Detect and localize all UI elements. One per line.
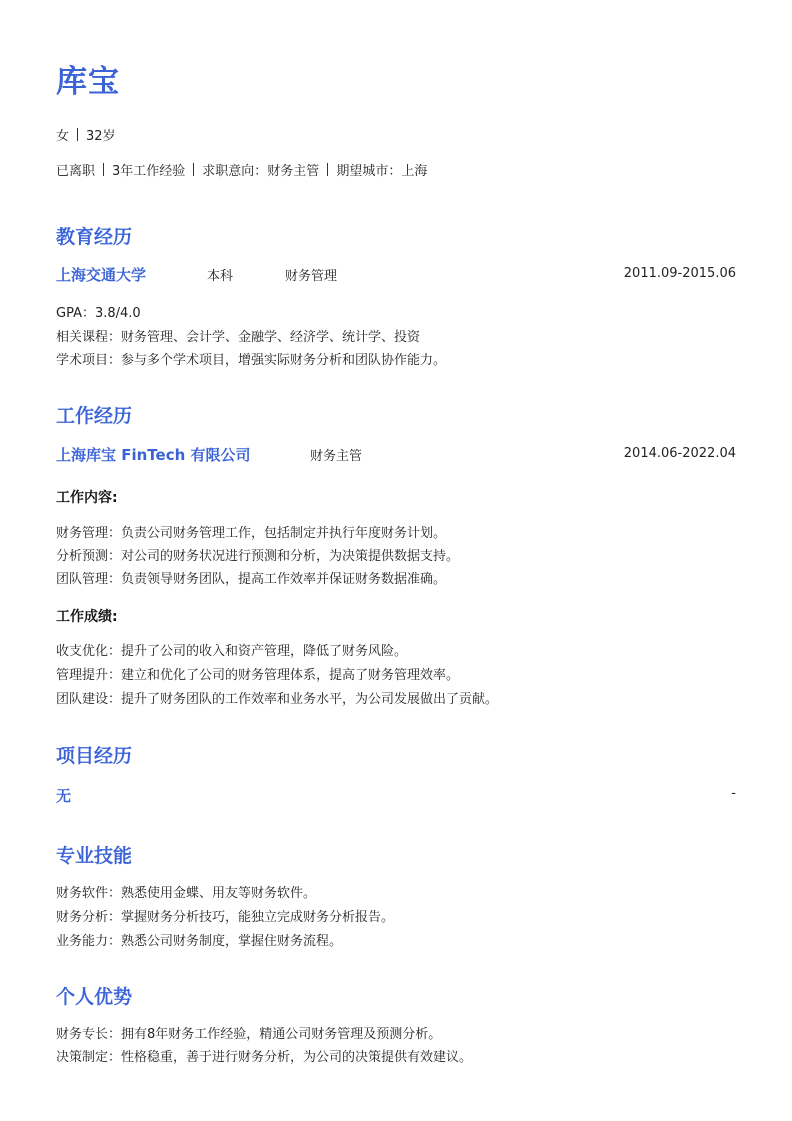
job-status: 已离职 [56, 164, 96, 179]
education-detail-line: 相关课程：财务管理、会计学、金融学、经济学、统计学、投资 [56, 330, 421, 345]
work-results-heading: 工作成绩: [56, 609, 118, 625]
strength-line: 财务专长：拥有8年财务工作经验，精通公司财务管理及预测分析。 [56, 1027, 442, 1042]
separator [193, 163, 194, 176]
work-content-line: 财务管理：负责公司财务管理工作，包括制定并执行年度财务计划。 [56, 526, 447, 541]
experience-years: 3年工作经验 [112, 164, 186, 179]
gender: 女 [56, 129, 70, 144]
work-result-line: 团队建设：提升了财务团队的工作效率和业务水平，为公司发展做出了贡献。 [56, 692, 499, 707]
expected-city: 期望城市：上海 [336, 164, 428, 179]
degree: 本科 [207, 269, 234, 284]
skill-line: 业务能力：熟悉公司财务制度，掌握住财务流程。 [56, 934, 343, 949]
age: 32岁 [86, 129, 116, 144]
work-content-heading: 工作内容: [56, 490, 118, 506]
basic-info-row [56, 125, 116, 144]
work-result-line: 管理提升：建立和优化了公司的财务管理体系，提高了财务管理效率。 [56, 668, 460, 683]
work-section-title: 工作经历 [56, 405, 133, 427]
work-date: 2014.06-2022.04 [623, 446, 736, 461]
job-role: 财务主管 [310, 449, 363, 464]
company-name: 上海库宝 FinTech 有限公司 [56, 446, 251, 464]
major: 财务管理 [285, 269, 338, 284]
skill-line: 财务分析：掌握财务分析技巧，能独立完成财务分析报告。 [56, 910, 395, 925]
education-section-title: 教育经历 [56, 226, 133, 248]
separator [327, 163, 328, 176]
project-date: - [731, 786, 736, 801]
education-detail-line: GPA：3.8/4.0 [56, 306, 141, 321]
school-name: 上海交通大学 [56, 266, 147, 284]
skills-section-title: 专业技能 [56, 845, 133, 867]
work-content-line: 分析预测：对公司的财务状况进行预测和分析，为决策提供数据支持。 [56, 549, 460, 564]
education-detail-line: 学术项目：参与多个学术项目，增强实际财务分析和团队协作能力。 [56, 353, 447, 368]
work-content-line: 团队管理：负责领导财务团队，提高工作效率并保证财务数据准确。 [56, 572, 447, 587]
separator [103, 163, 104, 176]
candidate-name: 库宝 [56, 64, 120, 100]
job-intent-row [56, 160, 427, 179]
separator [77, 128, 78, 141]
skill-line: 财务软件：熟悉使用金蝶、用友等财务软件。 [56, 886, 317, 901]
strengths-section-title: 个人优势 [56, 986, 133, 1008]
work-result-line: 收支优化：提升了公司的收入和资产管理，降低了财务风险。 [56, 644, 408, 659]
job-intent: 求职意向：财务主管 [202, 164, 320, 179]
project-name: 无 [56, 787, 72, 805]
projects-section-title: 项目经历 [56, 745, 133, 767]
education-date: 2011.09-2015.06 [623, 266, 736, 281]
strength-line: 决策制定：性格稳重，善于进行财务分析，为公司的决策提供有效建议。 [56, 1050, 473, 1065]
